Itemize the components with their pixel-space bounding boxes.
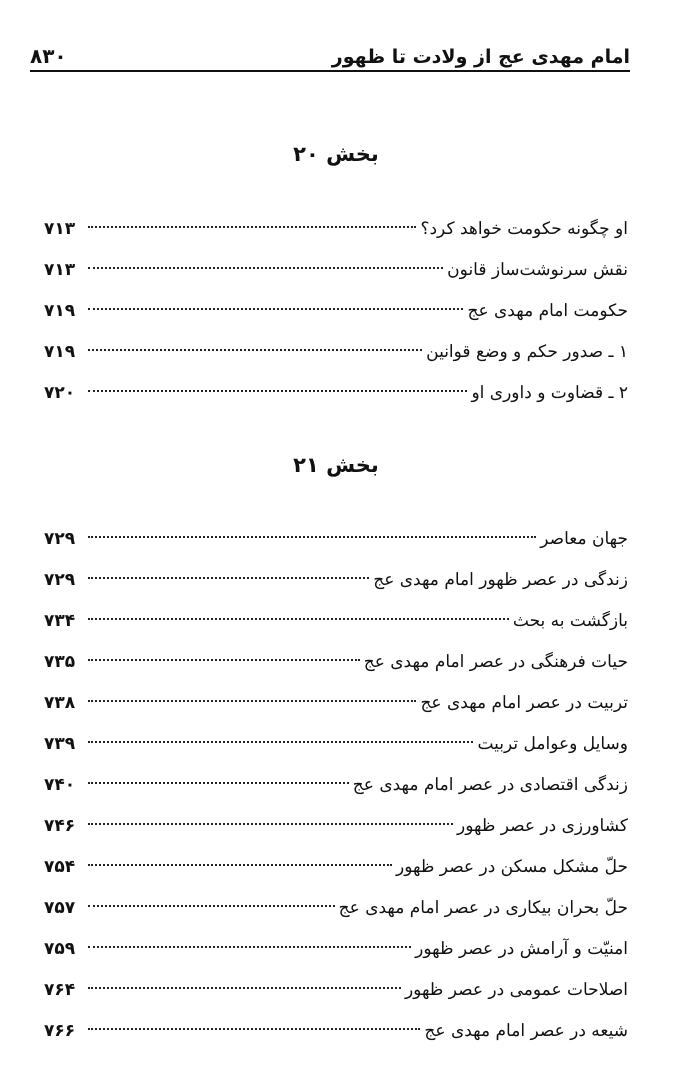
toc-entry [44,806,628,847]
toc-entry [44,847,628,888]
dot-leader [88,987,401,989]
dot-leader [88,577,369,579]
toc-entry-title: زندگی اقتصادی در عصر امام مهدی عج [352,775,628,795]
toc-entry-title: ۱ ـ صدور حکم و وضع قوانین [426,342,628,362]
toc-entry-page: ۷۱۳ [44,219,76,239]
toc-entry-page: ۷۲۹ [44,529,76,549]
toc-entry-page: ۷۳۸ [44,693,76,713]
dot-leader [88,226,416,228]
toc-entry-title: او چگونه حکومت خواهد کرد؟ [420,219,628,239]
toc-entry-title: وسایل وعوامل تربیت [477,734,628,754]
toc-entry-page: ۷۱۹ [44,301,76,321]
toc-entry [44,683,628,724]
page-header [30,28,630,68]
toc-entry-page: ۷۳۴ [44,611,76,631]
toc-entry [44,970,628,1011]
toc-entry [44,560,628,601]
toc-entry-title: ۲ ـ قضاوت و داوری او [471,383,628,403]
toc-entry-page: ۷۴۶ [44,816,76,836]
toc-entry [44,519,628,560]
toc-entry-title: حلّ بحران بیکاری در عصر امام مهدی عج [338,898,628,918]
toc-entry-page: ۷۶۶ [44,1021,76,1041]
dot-leader [88,823,453,825]
dot-leader [88,659,360,661]
dot-leader [88,349,422,351]
toc-entry-title: تربیت در عصر امام مهدی عج [420,693,628,713]
dot-leader [88,700,416,702]
toc-entry [44,373,628,414]
toc-entry [44,929,628,970]
toc-entry-title: بازگشت به بحث [512,611,628,631]
toc-entry [44,724,628,765]
dot-leader [88,905,335,907]
toc-entry [44,291,628,332]
toc-entry [44,332,628,373]
toc-entry-page: ۷۴۰ [44,775,76,795]
toc-entry-page: ۷۵۷ [44,898,76,918]
toc-entry-title: زندگی در عصر ظهور امام مهدی عج [373,570,628,590]
toc-entry [44,765,628,806]
toc-entry [44,642,628,683]
toc-entry-page: ۷۵۴ [44,857,76,877]
dot-leader [88,618,509,620]
dot-leader [88,864,392,866]
toc-entry-title: حکومت امام مهدی عج [467,301,628,321]
dot-leader [88,390,467,392]
toc-entry-title: امنیّت و آرامش در عصر ظهور [415,939,628,959]
toc-entry-title: شیعه در عصر امام مهدی عج [424,1021,628,1041]
dot-leader [88,946,411,948]
toc-entry-title: کشاورزی در عصر ظهور [457,816,628,836]
toc-entry-page: ۷۳۵ [44,652,76,672]
toc-entry [44,209,628,250]
toc-entry-page: ۷۶۴ [44,980,76,1000]
section-heading: بخش ۲۱ [293,453,379,477]
toc-section-20 [44,138,628,414]
toc-entry-title: اصلاحات عمومی در عصر ظهور [404,980,628,1000]
toc-section-21 [44,449,628,1052]
dot-leader [88,536,536,538]
toc-entry-title: جهان معاصر [540,529,628,549]
toc-list [44,209,628,414]
dot-leader [88,741,473,743]
header-rule [30,70,630,72]
toc-entry-page: ۷۲۹ [44,570,76,590]
toc-entry [44,601,628,642]
running-title: امام مهدی عج از ولادت تا ظهور [331,46,630,68]
toc-entry [44,888,628,929]
section-heading: بخش ۲۰ [293,142,379,166]
toc-entry-page: ۷۳۹ [44,734,76,754]
toc-entry [44,250,628,291]
toc-list [44,519,628,1052]
toc-entry-page: ۷۲۰ [44,383,76,403]
toc-entry-title: نقش سرنوشت‌ساز قانون [447,260,628,280]
dot-leader [88,308,463,310]
toc-entry-page: ۷۱۹ [44,342,76,362]
page-number: ۸۳۰ [30,44,67,68]
dot-leader [88,1028,420,1030]
toc-entry-title: حلّ مشکل مسکن در عصر ظهور [396,857,628,877]
toc-entry-title: حیات فرهنگی در عصر امام مهدی عج [363,652,628,672]
toc-entry-page: ۷۵۹ [44,939,76,959]
toc-entry [44,1011,628,1052]
dot-leader [88,267,443,269]
dot-leader [88,782,349,784]
toc-entry-page: ۷۱۳ [44,260,76,280]
